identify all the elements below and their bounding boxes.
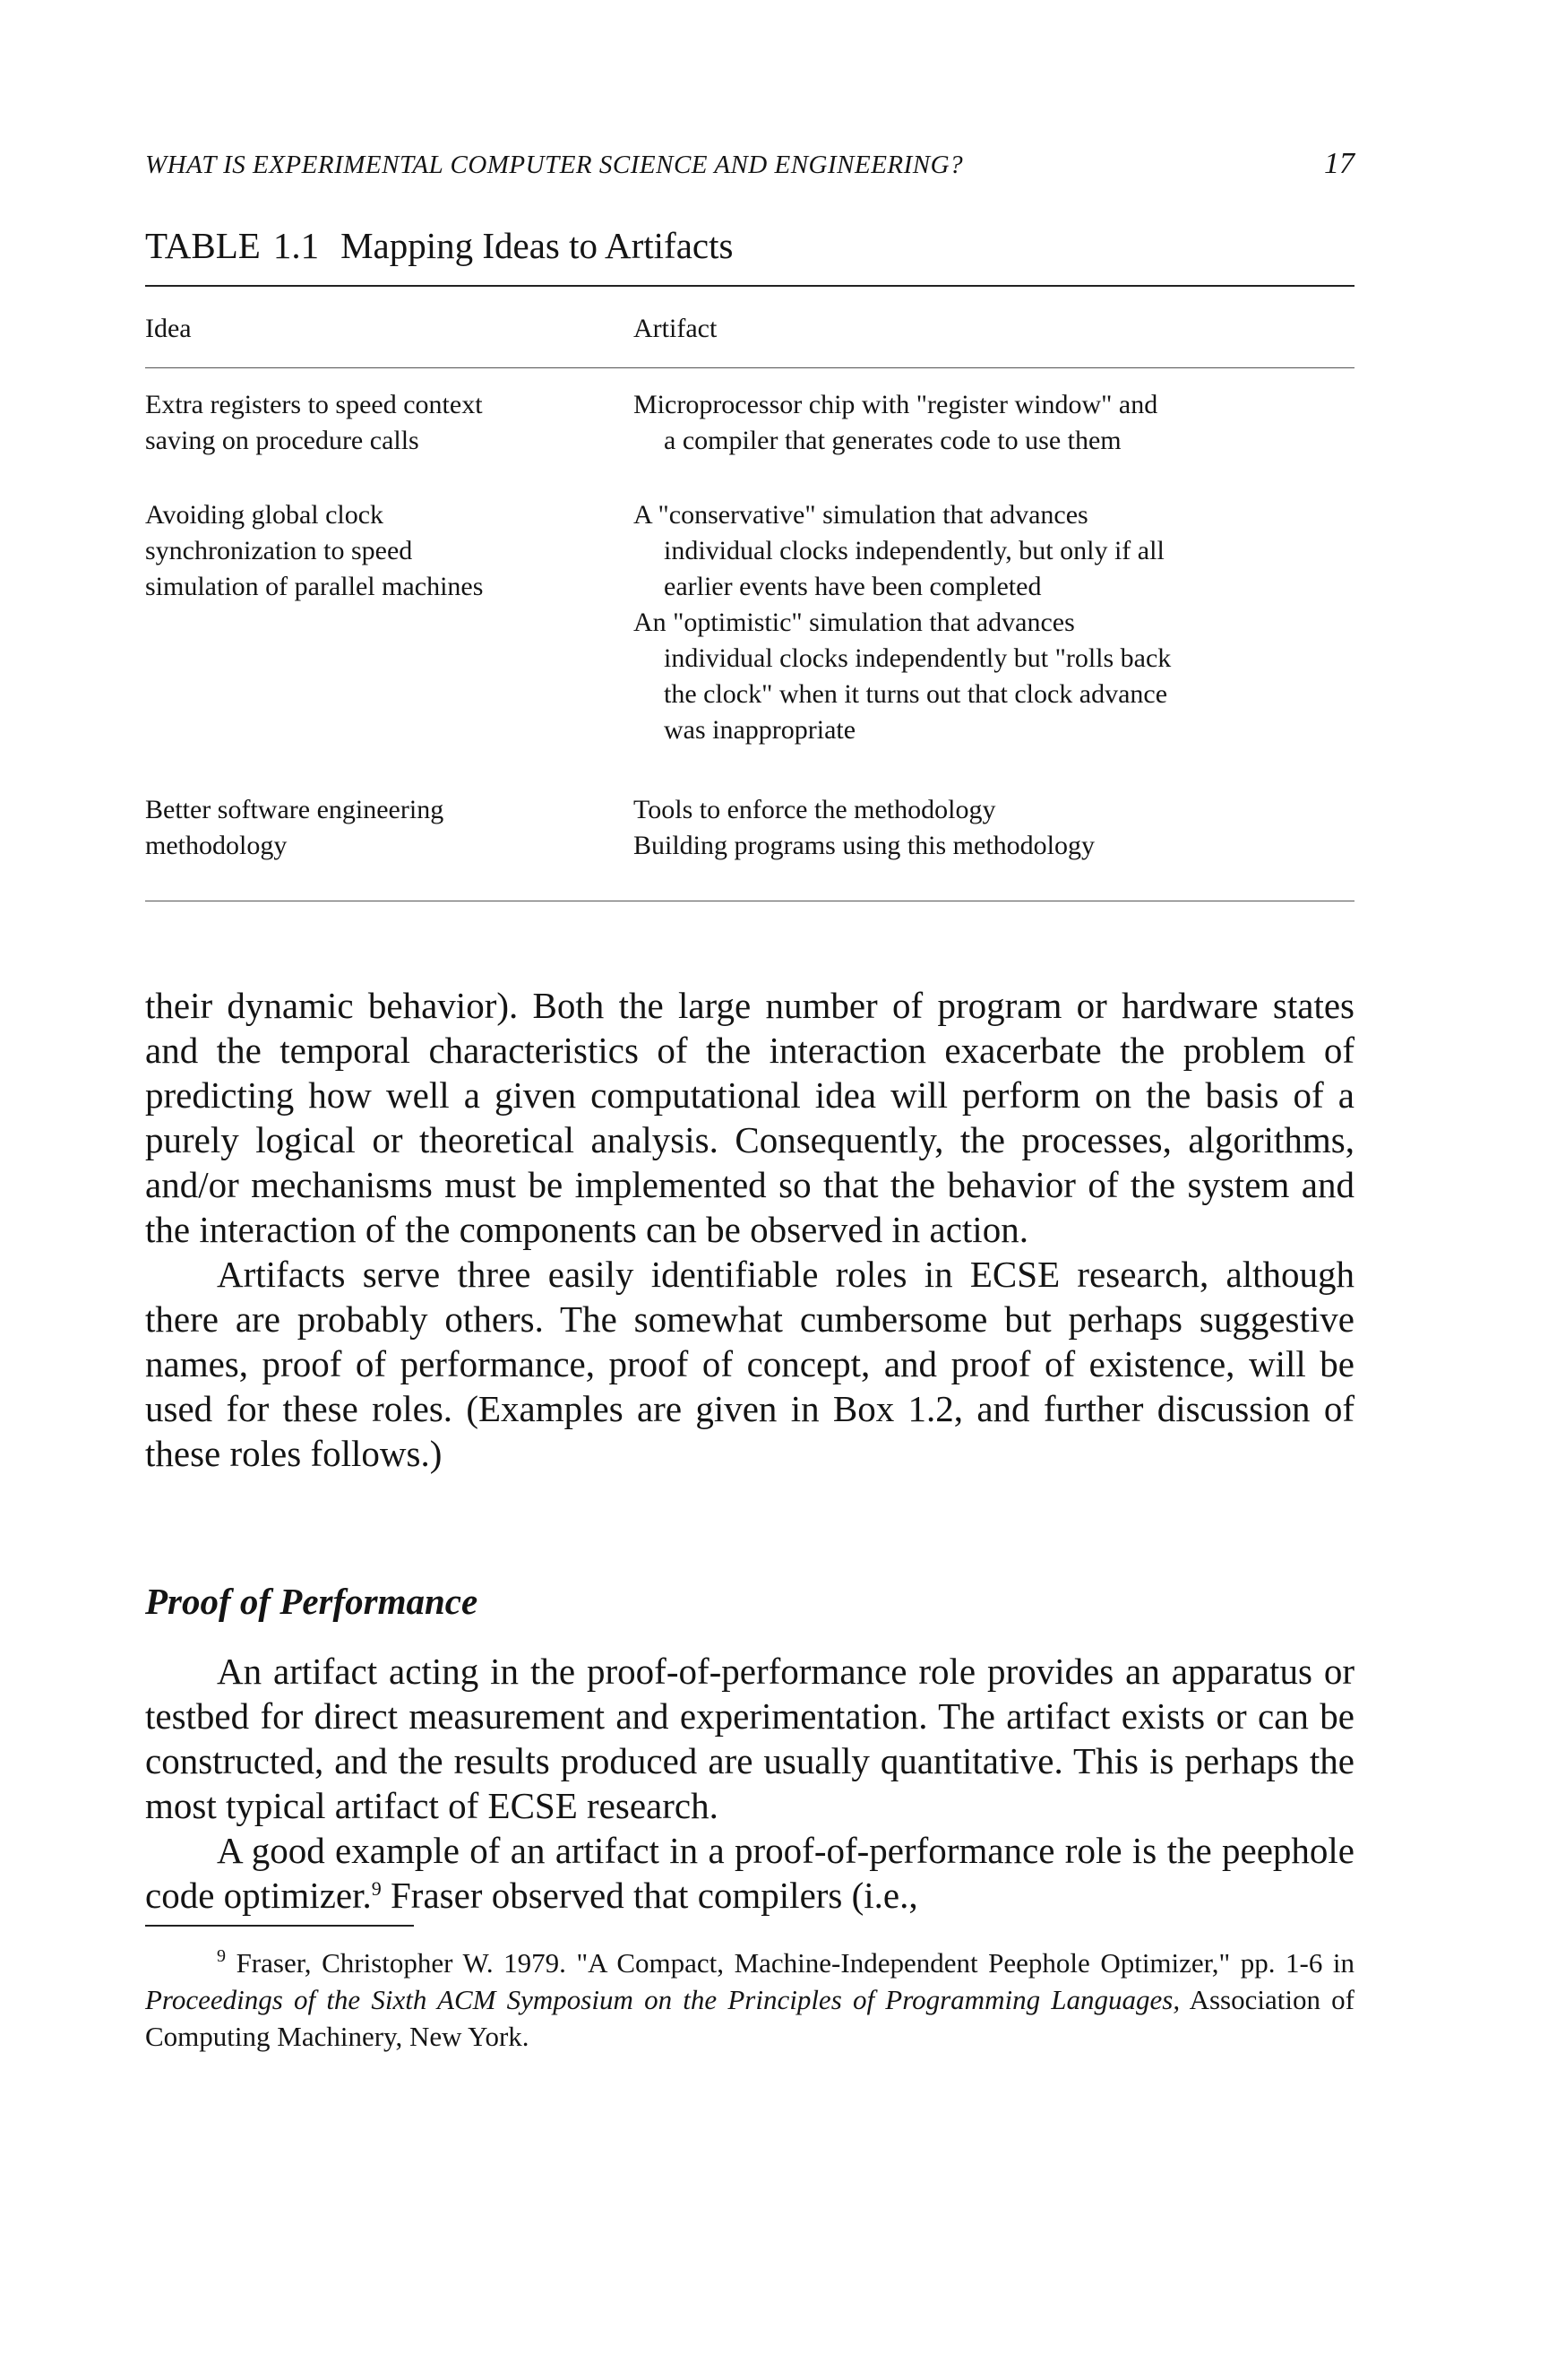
footnote-text: Fraser, Christopher W. 1979. "A Compact, Machine-Independent Peephole Optimizer," pp. 1-6 in <box>236 1947 1355 1979</box>
artifact-entry: An "optimistic" simulation that advances individual clocks independently but "rolls back the clock" when it turns out that clock advance was inappropriate <box>633 608 1172 745</box>
footnote-rule <box>145 1925 414 1927</box>
column-header-idea: Idea <box>145 314 192 343</box>
idea-cell: Avoiding global clock synchronization to speed simulation of parallel machines <box>145 500 484 601</box>
table-header-rule <box>145 367 1354 368</box>
footnote-text: Association of Computing Machinery, New York. <box>145 1984 1354 2052</box>
paragraph-text: A good example of an artifact in a proof-of-performance role is the peephole code optimizer. <box>145 1830 1354 1916</box>
page-number: 17 <box>1324 147 1354 180</box>
body-text-top <box>145 983 1354 1476</box>
body-text-section <box>145 1649 1354 1918</box>
artifact-entry: A "conservative" simulation that advances individual clocks independently, but only if all earlier events have been completed <box>633 500 1165 601</box>
table-caption <box>145 224 733 267</box>
running-head <box>145 147 1354 186</box>
artifact-entry: Building programs using this methodology <box>633 831 1095 860</box>
paragraph: Artifacts serve three easily identifiable roles in ECSE research, although there are probably others. The somewhat cumbersome but perhaps suggestive names, proof of performance, proof of concept, and proof of existence, will be used for these roles. (Examples are given in Box 1.2, and further discussion of these roles follows.) <box>145 1254 1354 1474</box>
idea-cell: Better software engineering methodology <box>145 795 444 860</box>
footnote-marker: 9 <box>217 1946 226 1966</box>
table-label: TABLE <box>145 225 261 266</box>
running-head-title: WHAT IS EXPERIMENTAL COMPUTER SCIENCE AND ENGINEERING? <box>145 151 964 179</box>
paragraph-text: Fraser observed that compilers (i.e., <box>381 1875 918 1916</box>
section-heading: Proof of Performance <box>145 1581 478 1622</box>
artifact-entry: Microprocessor chip with "register window" and a compiler that generates code to use them <box>633 390 1158 455</box>
paragraph: their dynamic behavior). Both the large number of program or hardware states and the temporal characteristics of the interaction exacerbate the problem of predicting how well a given computational idea will perform on the basis of a purely logical or theoretical analysis. Consequently, the processes, algorithms, and/or mechanisms must be implemented so that the behavior of the system and the interaction of the components can be observed in action. <box>145 985 1354 1250</box>
table-title: Mapping Ideas to Artifacts <box>340 225 734 266</box>
artifact-cell <box>633 792 1354 864</box>
table-top-rule <box>145 285 1354 287</box>
footnote-italic-title: Proceedings of the Sixth ACM Symposium on the Principles of Programming Languages, <box>145 1984 1181 2015</box>
column-header-artifact: Artifact <box>633 314 718 343</box>
artifact-cell <box>633 497 1354 748</box>
artifact-entry: Tools to enforce the methodology <box>633 795 996 824</box>
paragraph: An artifact acting in the proof-of-performance role provides an apparatus or testbed for direct measurement and experimentation. The artifact exists or can be constructed, and the results produced are usually quantitative. This is perhaps the most typical artifact of ECSE research. <box>145 1651 1354 1826</box>
book-page <box>145 0 1354 2380</box>
paragraph <box>145 1828 1354 1918</box>
artifact-cell <box>633 387 1354 459</box>
idea-cell: Extra registers to speed context saving on procedure calls <box>145 390 483 455</box>
footnote <box>145 1945 1354 2055</box>
table-number: 1.1 <box>272 225 320 266</box>
footnote-reference[interactable]: 9 <box>371 1877 382 1900</box>
